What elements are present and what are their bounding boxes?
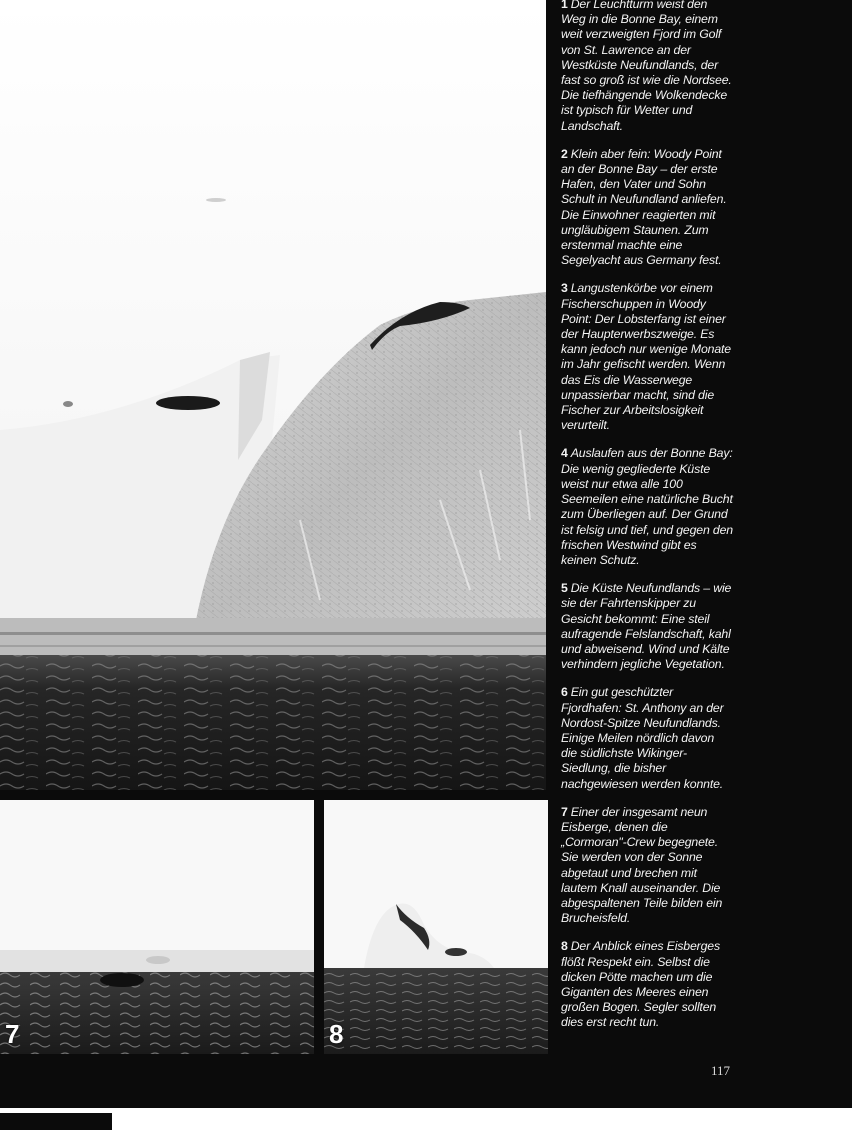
caption-number: 8 xyxy=(561,939,568,954)
iceberg-cliff-photo xyxy=(0,0,546,790)
caption-3 xyxy=(561,281,733,433)
caption-4 xyxy=(561,446,733,568)
caption-number: 4 xyxy=(561,446,568,461)
caption-text: Der Leuchtturm weist den Weg in die Bonne Bay, einem weit verzweigten Fjord im Golf von St. Lawrence an der Westküste Neufundlands, der fast so groß ist wie die Nordsee. Die tiefhängende Wolkendecke ist typisch für Wetter und Landschaft. xyxy=(561,0,732,133)
caption-7 xyxy=(561,805,733,927)
bottom-edge-bar xyxy=(0,1113,112,1130)
caption-1 xyxy=(561,0,733,134)
caption-text: Auslaufen aus der Bonne Bay: Die wenig gegliederte Küste weist nur etwa alle 100 Seemeilen eine natürliche Bucht zum Überliegen auf. Der Grund ist felsig und tief, und gegen den frischen Westwind gibt es keinen Schutz. xyxy=(561,446,733,567)
iceberg-image-8 xyxy=(324,800,548,1054)
caption-number: 2 xyxy=(561,146,568,161)
iceberg-photo-7 xyxy=(0,800,314,1054)
caption-2 xyxy=(561,147,733,269)
caption-8 xyxy=(561,939,733,1030)
caption-column xyxy=(561,0,733,1044)
caption-number: 3 xyxy=(561,281,568,296)
iceberg-photo-8 xyxy=(324,800,548,1054)
photo-number-7: 7 xyxy=(5,1019,20,1049)
caption-text: Klein aber fein: Woody Point an der Bonne Bay – der erste Hafen, den Vater und Sohn Schult in Neufundland anliefen. Die Einwohner reagierten mit ungläubigem Staunen. Zum erstenmal machte eine Segelyacht aus Germany fest. xyxy=(561,146,727,268)
caption-number: 1 xyxy=(561,0,568,11)
caption-number: 7 xyxy=(561,804,568,819)
iceberg-cliff-image xyxy=(0,0,546,790)
page-number: 117 xyxy=(711,1063,731,1078)
iceberg-image-7 xyxy=(0,800,314,1054)
caption-number: 6 xyxy=(561,685,568,700)
caption-text: Die Küste Neufundlands – wie sie der Fahrtenskipper zu Gesicht bekommt: Eine steil aufragende Felslandschaft, kahl und abweisend. Wind und Kälte verhindern jegliche Vegetation. xyxy=(561,581,732,672)
caption-5 xyxy=(561,581,733,672)
caption-text: Ein gut geschützter Fjordhafen: St. Anthony an der Nordost-Spitze Neufundlands. Einige Meilen nördlich davon die südlichste Wikinger-Siedlung, die bisher nachgewiesen werden konnte. xyxy=(561,685,724,791)
caption-text: Langustenkörbe vor einem Fischerschuppen in Woody Point: Der Lobsterfang ist einer der Haupterwerbszweige. Es kann jedoch nur wenige Monate im Jahr gefischt werden. Wenn das Eis die Wasserwege unpassierbar macht, sind die Fischer zur Arbeitslosigkeit verurteilt. xyxy=(561,281,731,433)
caption-6 xyxy=(561,685,733,791)
caption-text: Der Anblick eines Eisberges flößt Respekt ein. Selbst die dicken Pötte machen um die Giganten des Meeres einen großen Bogen. Segler sollten dies erst recht tun. xyxy=(561,939,720,1030)
caption-number: 5 xyxy=(561,581,568,596)
caption-text: Einer der insgesamt neun Eisberge, denen die „Cormoran"-Crew begegnete. Sie werden von der Sonne abgetaut und brechen mit lautem Knall auseinander. Die abgespaltenen Teile bilden ein Brucheisfeld. xyxy=(561,804,723,926)
photo-number-8: 8 xyxy=(329,1019,344,1049)
